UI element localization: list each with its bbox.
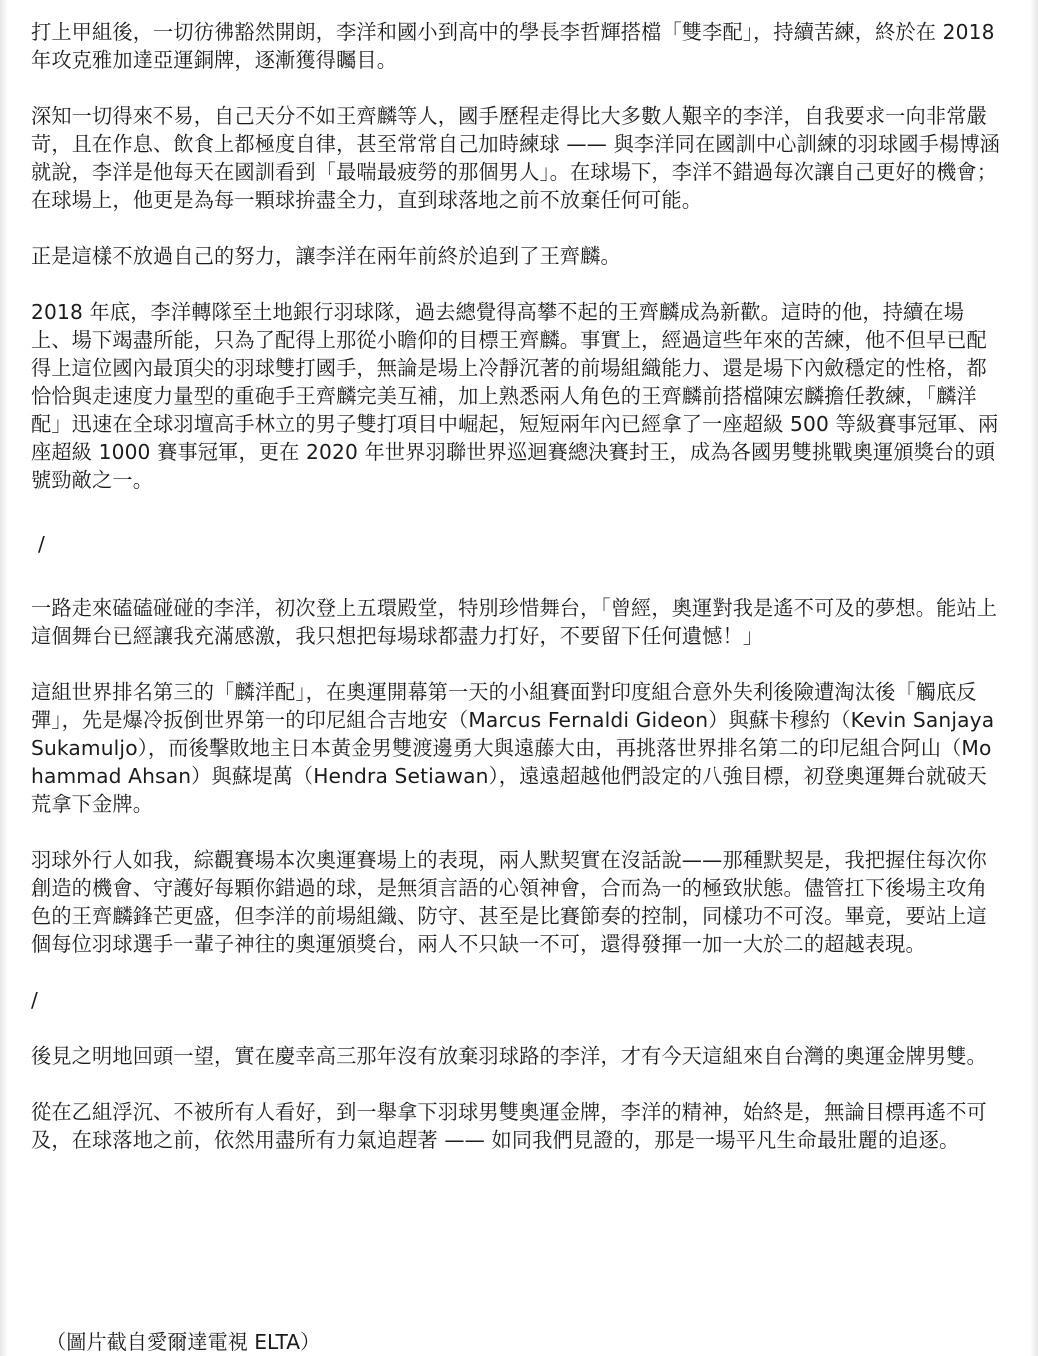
- page-right-edge: [1030, 0, 1038, 1356]
- section-separator-1: /: [38, 532, 45, 556]
- article-body: [31, 18, 1003, 1154]
- paragraph-9: 從在乙組浮沉、不被所有人看好，到一舉拿下羽球男雙奧運金牌，李洋的精神，始終是，無論目標再遙不可及，在球落地之前，依然用盡所有力氣追趕著 —— 如同我們見證的，那是一場平凡生命最壯麗的追逐。: [31, 1100, 987, 1152]
- paragraph-7: 羽球外行人如我，綜觀賽場本次奧運賽場上的表現，兩人默契實在沒話說——那種默契是，我把握住每次你創造的機會、守護好每顆你錯過的球，是無須言語的心領神會，合而為一的極致狀態。儘管扛下後場主攻角色的王齊麟鋒芒更盛，但李洋的前場組織、防守、甚至是比賽節奏的控制，同樣功不可沒。畢竟，要站上這個每位羽球選手一輩子神往的奧運頒獎台，兩人不只缺一不可，還得發揮一加一大於二的超越表現。: [31, 848, 987, 956]
- paragraph-4: 2018 年底，李洋轉隊至土地銀行羽球隊，過去總覺得高攀不起的王齊麟成為新歡。這時的他，持續在場上、場下竭盡所能，只為了配得上那從小瞻仰的目標王齊麟。事實上，經過這些年來的苦練，他不但早已配得上這位國內最頂尖的羽球雙打國手，無論是場上冷靜沉著的前場組織能力、還是場下內斂穩定的性格，都恰恰與走速度力量型的重砲手王齊麟完美互補，加上熟悉兩人角色的王齊麟前搭檔陳宏麟擔任教練，「麟洋配」迅速在全球羽壇高手林立的男子雙打項目中崛起，短短兩年內已經拿了一座超級 500 等級賽事冠軍、兩座超級 1000 賽事冠軍，更在 2020 年世界羽聯世界巡迴賽總決賽封王，成為各國男雙挑戰奧運頒獎台的頭號勁敵之一。: [31, 300, 999, 492]
- paragraph-2: 深知一切得來不易，自己天分不如王齊麟等人，國手歷程走得比大多數人艱辛的李洋，自我要求一向非常嚴苛，且在作息、飲食上都極度自律，甚至常常自己加時練球 —— 與李洋同在國訓中心訓練的羽球國手楊博涵就說，李洋是他每天在國訓看到「最喘最疲勞的那個男人」。在球場下，李洋不錯過每次讓自己更好的機會；在球場上，他更是為每一顆球拚盡全力，直到球落地之前不放棄任何可能。: [31, 104, 1001, 212]
- paragraph-8: 後見之明地回頭一望，實在慶幸高三那年沒有放棄羽球路的李洋，才有今天這組來自台灣的奧運金牌男雙。: [31, 1044, 987, 1068]
- page-left-edge: [0, 0, 8, 1356]
- paragraph-1: 打上甲組後，一切彷彿豁然開朗，李洋和國小到高中的學長李哲輝搭檔「雙李配」，持續苦練，終於在 2018 年攻克雅加達亞運銅牌，逐漸獲得矚目。: [31, 20, 995, 72]
- paragraph-5: 一路走來磕磕碰碰的李洋，初次登上五環殿堂，特別珍惜舞台，「曾經，奧運對我是遙不可及的夢想。能站上這個舞台已經讓我充滿感激，我只想把每場球都盡力打好，不要留下任何遺憾！」: [31, 596, 998, 648]
- paragraph-6: 這組世界排名第三的「麟洋配」，在奧運開幕第一天的小組賽面對印度組合意外失利後險遭淘汰後「觸底反彈」，先是爆冷扳倒世界第一的印尼組合吉地安（Marcus Fernaldi Gideon）與蘇卡穆約（Kevin Sanjaya Sukamuljo），而後擊敗地主日本黃金男雙渡邊勇大與遠藤大由，再挑落世界排名第二的印尼組合阿山（Mohammad Ahsan）與蘇堤萬（Hendra Setiawan），遠遠超越他們設定的八強目標，初登奧運舞台就破天荒拿下金牌。: [31, 680, 995, 816]
- image-caption: （圖片截自愛爾達電視 ELTA）: [46, 1330, 321, 1354]
- section-separator-2: /: [31, 988, 38, 1012]
- paragraph-3: 正是這樣不放過自己的努力，讓李洋在兩年前終於追到了王齊麟。: [31, 244, 621, 268]
